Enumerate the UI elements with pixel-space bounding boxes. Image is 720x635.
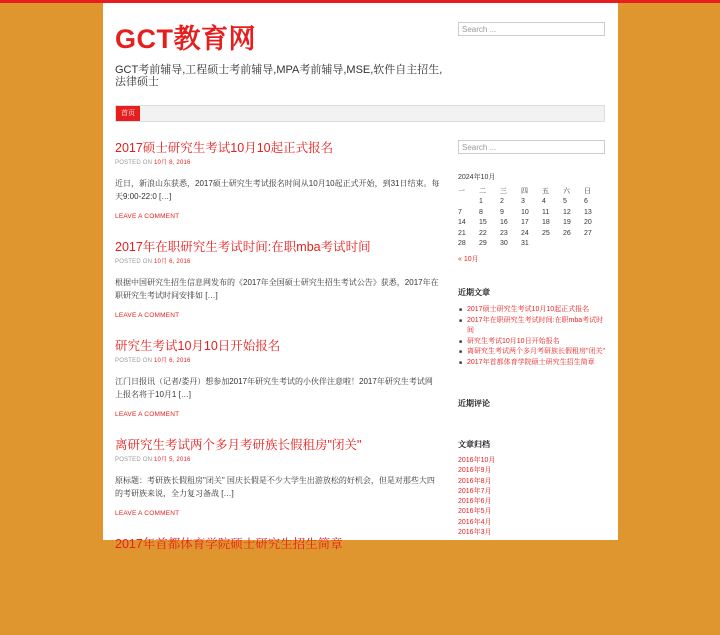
calendar-day: [563, 239, 584, 250]
calendar-day: 12: [563, 208, 571, 216]
post-meta-prefix: POSTED ON: [115, 457, 153, 463]
calendar-weekday-row: [458, 186, 605, 197]
calendar-week: [458, 207, 605, 218]
post-excerpt: 原标题：考研族长假租房"闭关" 国庆长假是不少大学生出游放松的好机会，但是对那些大四的考研族来说，全力复习备战 […]: [115, 476, 435, 498]
archive-link[interactable]: 2016年10月: [458, 457, 496, 464]
archives-widget: [458, 439, 605, 538]
calendar-day: 2: [500, 198, 504, 206]
calendar-day: [542, 239, 563, 250]
calendar-day: 26: [563, 229, 571, 237]
calendar-day: 31: [521, 240, 529, 248]
calendar-weekday: 三: [500, 188, 507, 196]
calendar-day: 7: [458, 208, 462, 216]
leave-comment-link[interactable]: LEAVE A COMMENT: [115, 411, 180, 418]
post-item: [115, 437, 440, 536]
archive-link[interactable]: 2016年5月: [458, 508, 492, 516]
post-title[interactable]: 研究生考试10月10日开始报名: [115, 339, 281, 353]
calendar-weekday: 二: [479, 188, 486, 196]
site-description: GCT考前辅导,工程硕士考前辅导,MPA考前辅导,MSE,软件自主招生,法律硕士: [115, 64, 443, 88]
recent-posts-list: [458, 305, 605, 368]
calendar-day: [584, 239, 605, 250]
post-meta: [115, 454, 440, 463]
post-meta-prefix: POSTED ON: [115, 358, 153, 364]
leave-comment-link[interactable]: LEAVE A COMMENT: [115, 312, 180, 319]
calendar-week: [458, 218, 605, 229]
post-excerpt: 近日，新浪山东获悉，2017硕士研究生考试报名时间从10月10起正式开始，到31日结束。每天9:00-22:0 […]: [115, 179, 440, 201]
post-excerpt: 根据中国研究生招生信息网发布的《2017年全国硕士研究生招生考试公告》获悉，2017年在职研究生考试时间安排如 […]: [115, 278, 439, 300]
calendar-day: 3: [521, 198, 525, 206]
calendar-day: 13: [584, 208, 592, 216]
recent-posts-title: 近期文章: [458, 288, 490, 297]
calendar-day: 1: [479, 198, 483, 206]
archive-link[interactable]: 2016年4月: [458, 518, 492, 526]
page-container: [103, 3, 618, 551]
post-item: [115, 536, 440, 635]
sidebar: [458, 140, 605, 538]
leave-comment-link[interactable]: LEAVE A COMMENT: [115, 213, 180, 220]
calendar-day: 14: [458, 219, 466, 227]
calendar-day: 21: [458, 229, 466, 237]
calendar-day: 16: [500, 219, 508, 227]
recent-post-link[interactable]: ■ 2017年首都体育学院硕士研究生招生简章: [458, 358, 605, 369]
post-list: [115, 140, 440, 635]
post-title[interactable]: 2017年首都体育学院硕士研究生招生简章: [115, 537, 343, 551]
calendar-day: 9: [500, 208, 504, 216]
post-excerpt: 江门日报讯（记者/娄丹）想参加2017年研究生考试的小伙伴注意啦！2017年研究生考试网上报名将于10月1 […]: [115, 377, 433, 399]
calendar-day: 6: [584, 198, 588, 206]
calendar-day: 15: [479, 219, 487, 227]
calendar-day: 18: [542, 219, 550, 227]
post-item: [115, 140, 440, 239]
calendar-day: 5: [563, 198, 567, 206]
calendar-day: 17: [521, 219, 529, 227]
recent-post-link[interactable]: ■ 研究生考试10月10日开始报名: [458, 337, 605, 348]
archive-link[interactable]: 2016年9月: [458, 467, 492, 475]
post-item: [115, 239, 440, 338]
header-search-input[interactable]: Search ...: [458, 22, 605, 36]
archive-link[interactable]: 2016年7月: [458, 487, 492, 495]
site-title[interactable]: GCT教育网: [115, 24, 256, 54]
calendar-day: 23: [500, 229, 508, 237]
calendar-prev-month-link[interactable]: « 10月: [458, 256, 479, 263]
calendar-weekday: 日: [584, 188, 591, 196]
post-title[interactable]: 2017硕士研究生考试10月10起正式报名: [115, 141, 334, 155]
calendar-day: 24: [521, 229, 529, 237]
post-date[interactable]: 10月 6, 2016: [154, 259, 191, 265]
post-meta: [115, 355, 440, 364]
recent-post-link[interactable]: ■ 离研究生考试两个多月考研族长假租房"闭关": [458, 347, 605, 358]
recent-posts-widget: [458, 287, 605, 368]
post-title[interactable]: 2017年在职研究生考试时间:在职mba考试时间: [115, 240, 371, 254]
post-item: [115, 338, 440, 437]
archive-link[interactable]: 2016年6月: [458, 498, 492, 506]
recent-post-link[interactable]: ■ 2017年在职研究生考试时间:在职mba考试时间: [458, 316, 605, 337]
calendar-day: 27: [584, 229, 592, 237]
sidebar-search-input[interactable]: Search ...: [458, 140, 605, 154]
archive-link[interactable]: 2016年3月: [458, 529, 492, 537]
calendar-day: 22: [479, 229, 487, 237]
post-date[interactable]: 10月 6, 2016: [154, 358, 191, 364]
main-navigation: [115, 105, 605, 122]
calendar-day: 19: [563, 219, 571, 227]
calendar-table: [458, 186, 605, 249]
calendar-day: 30: [500, 240, 508, 248]
archive-link[interactable]: 2016年8月: [458, 477, 492, 485]
recent-post-link[interactable]: ■ 2017硕士研究生考试10月10起正式报名: [458, 305, 605, 316]
calendar-week: [458, 197, 605, 208]
calendar-week: [458, 239, 605, 250]
calendar-weekday: 五: [542, 188, 549, 196]
calendar-day: 8: [479, 208, 483, 216]
post-meta-prefix: POSTED ON: [115, 160, 153, 166]
recent-comments-title: 近期评论: [458, 399, 490, 408]
calendar-day: 20: [584, 219, 592, 227]
post-title[interactable]: 离研究生考试两个多月考研族长假租房"闭关": [115, 438, 362, 452]
calendar-day: 28: [458, 240, 466, 248]
leave-comment-link[interactable]: LEAVE A COMMENT: [115, 510, 180, 517]
calendar-day: 10: [521, 208, 529, 216]
post-meta: [115, 157, 440, 166]
archives-list: [458, 456, 605, 538]
post-date[interactable]: 10月 8, 2016: [154, 160, 191, 166]
nav-item-home[interactable]: 首页: [116, 106, 140, 121]
recent-comments-widget: [458, 398, 605, 409]
calendar-day: [458, 197, 479, 208]
archives-title: 文章归档: [458, 440, 490, 449]
calendar-caption: 2024年10月: [458, 174, 496, 181]
post-date[interactable]: 10月 5, 2016: [154, 457, 191, 463]
calendar-weekday: 一: [458, 188, 465, 196]
post-meta: [115, 256, 440, 265]
calendar-day: 25: [542, 229, 550, 237]
calendar-weekday: 六: [563, 188, 570, 196]
calendar-week: [458, 228, 605, 239]
post-meta-prefix: POSTED ON: [115, 259, 153, 265]
calendar-weekday: 四: [521, 188, 528, 196]
calendar-day: 11: [542, 208, 550, 216]
calendar-day: 29: [479, 240, 487, 248]
calendar-day: 4: [542, 198, 546, 206]
